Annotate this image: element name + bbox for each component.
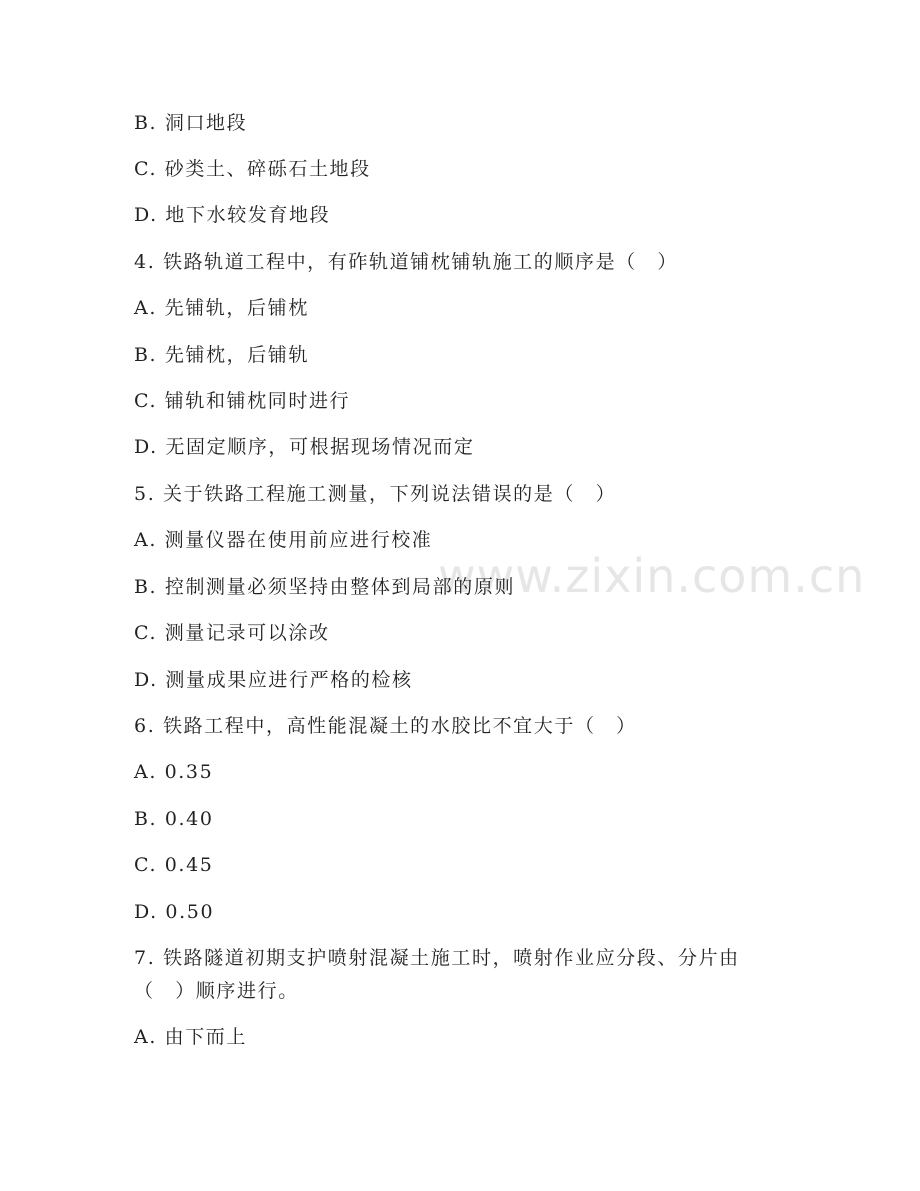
option-6a: A. 0.35 bbox=[134, 761, 214, 783]
watermark: www.zixin.com.cn bbox=[438, 549, 866, 603]
option-4c: C. 铺轨和铺枕同时进行 bbox=[134, 390, 351, 412]
option-7a: A. 由下而上 bbox=[134, 1026, 248, 1048]
question-4: 4. 铁路轨道工程中，有砟轨道铺枕铺轨施工的顺序是（ ） bbox=[134, 251, 678, 273]
question-7: 7. 铁路隧道初期支护喷射混凝土施工时，喷射作业应分段、分片由（ ）顺序进行。 bbox=[134, 947, 740, 1002]
option-6d: D. 0.50 bbox=[134, 901, 215, 923]
option-5c: C. 测量记录可以涂改 bbox=[134, 622, 330, 644]
option-6c: C. 0.45 bbox=[134, 854, 214, 876]
option-4b: B. 先铺枕，后铺轨 bbox=[134, 344, 310, 366]
option-5d: D. 测量成果应进行严格的检核 bbox=[134, 669, 413, 691]
option-3c: C. 砂类土、碎砾石土地段 bbox=[134, 158, 371, 180]
option-3b: B. 洞口地段 bbox=[134, 112, 248, 134]
option-4a: A. 先铺轨，后铺枕 bbox=[134, 297, 309, 319]
option-5a: A. 测量仪器在使用前应进行校准 bbox=[134, 529, 433, 551]
question-6: 6. 铁路工程中，高性能混凝土的水胶比不宜大于（ ） bbox=[134, 715, 637, 737]
option-3d: D. 地下水较发育地段 bbox=[134, 204, 331, 226]
option-4d: D. 无固定顺序，可根据现场情况而定 bbox=[134, 436, 475, 458]
option-5b: B. 控制测量必须坚持由整体到局部的原则 bbox=[134, 576, 516, 598]
question-5: 5. 关于铁路工程施工测量，下列说法错误的是（ ） bbox=[134, 483, 617, 505]
option-6b: B. 0.40 bbox=[134, 808, 214, 830]
